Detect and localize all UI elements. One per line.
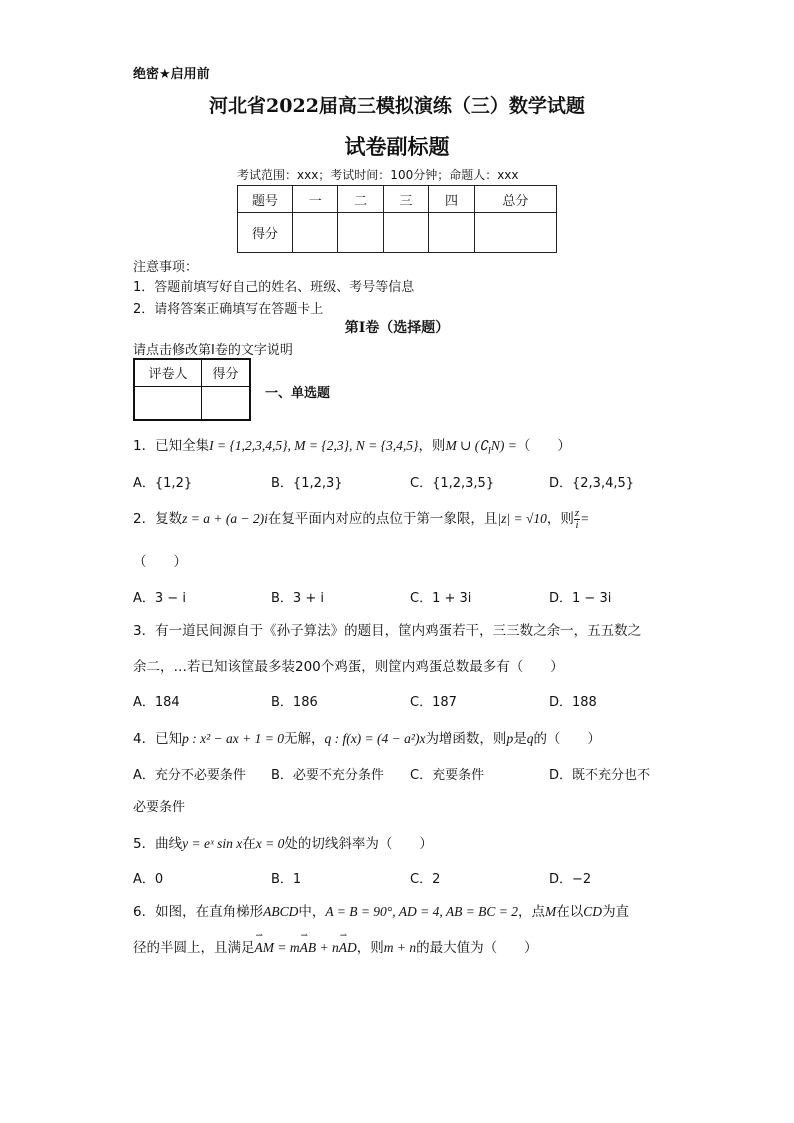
score-table-header-cell: 总分 (474, 186, 556, 213)
grader-table (133, 358, 251, 421)
q2-formula-z: z = a + (a − 2)i (182, 511, 268, 526)
q4-formula-q: q : f(x) = (4 − a²)x (324, 731, 426, 746)
q2-fraction-denominator: i (575, 518, 579, 531)
score-table-header-cell: 二 (338, 186, 383, 213)
q4-option-a[interactable]: A．充分不必要条件 (133, 768, 246, 783)
notes-heading: 注意事项： (133, 260, 199, 275)
q3-option-a[interactable]: A．184 (133, 695, 180, 710)
q6-stem-mid3: 在以 (556, 904, 584, 920)
q6-plus-n: + n (316, 940, 339, 955)
q2-stem-mid: 在复平面内对应的点位于第一象限，且 (267, 511, 498, 527)
q1-option-a[interactable]: A．{1,2} (133, 476, 193, 491)
q6-blank: 的最大值为（ ） (416, 940, 538, 956)
score-table (237, 185, 557, 253)
exam-title: 河北省2022届高三模拟演练（三）数学试题 (209, 95, 585, 117)
q2-stem: 2．复数 (133, 511, 183, 527)
q6-vector-ab: ⇀ AB (300, 940, 317, 956)
notes-item: 2．请将答案正确填写在答题卡上 (133, 302, 324, 317)
question-6-line-1 (133, 900, 629, 920)
q1-formula-union: M ∪ (∁ (445, 438, 488, 453)
score-input-cell[interactable] (474, 213, 556, 253)
q4-stem: 4．已知 (133, 731, 183, 747)
q4-blank: 的（ ） (533, 731, 601, 747)
score-input-cell[interactable] (383, 213, 428, 253)
score-input-cell[interactable] (429, 213, 474, 253)
q6-stem-mid: 中， (298, 904, 326, 920)
q4-formula-p: p : x² − ax + 1 = 0 (182, 731, 284, 746)
q2-option-c[interactable]: C．1 + 3i (410, 591, 472, 606)
q1-blank: （ ） (516, 438, 571, 454)
q6-stem-mid2: ，点 (518, 904, 546, 920)
question-3-line-2: 余二，…若已知该筐最多装200个鸡蛋，则筐内鸡蛋总数最多有（ ） (133, 659, 564, 675)
section-title: 一、单选题 (265, 386, 331, 401)
score-table-header-cell: 题号 (238, 186, 293, 213)
q1-formula-end: N) = (490, 438, 517, 453)
q2-formula-modulus: |z| = √10 (497, 511, 547, 526)
q2-equals: = (580, 511, 590, 526)
q4-var-p: p (506, 731, 514, 746)
exam-info: 考试范围：xxx；考试时间：100分钟；命题人：xxx (237, 168, 519, 182)
score-table-header-cell: 一 (293, 186, 338, 213)
q3-option-b[interactable]: B．186 (271, 695, 318, 710)
q5-option-a[interactable]: A．0 (133, 872, 164, 887)
q1-stem-mid: ，则 (418, 438, 446, 454)
volume-description[interactable]: 请点击修改第I卷的文字说明 (133, 343, 293, 358)
q5-stem-mid: 在 (242, 836, 256, 852)
question-4 (133, 727, 601, 747)
q4-option-d[interactable]: D．既不充分也不 (549, 768, 651, 783)
q2-stem-mid2: ，则 (546, 511, 574, 527)
score-input-cell[interactable] (338, 213, 383, 253)
q6-sum: m + n (383, 940, 417, 955)
q5-option-b[interactable]: B．1 (271, 872, 302, 887)
q6-trapezoid-name: ABCD (263, 904, 299, 919)
question-2 (133, 507, 589, 531)
q4-var-q: q (526, 731, 534, 746)
question-1 (133, 434, 571, 456)
notes-item: 1．答题前填写好自己的姓名、班级、考号等信息 (133, 280, 415, 295)
q2-option-b[interactable]: B．3 + i (271, 591, 324, 606)
q6-segment-cd: CD (583, 904, 603, 919)
q6-stem: 6．如图，在直角梯形 (133, 904, 264, 920)
q1-option-b[interactable]: B．{1,2,3} (271, 476, 343, 491)
q6-point-m: M (545, 904, 557, 919)
question-6-line-2 (133, 936, 538, 956)
score-table-header-cell: 三 (383, 186, 428, 213)
q5-option-c[interactable]: C．2 (410, 872, 441, 887)
q2-option-d[interactable]: D．1 − 3i (549, 591, 612, 606)
q2-option-a[interactable]: A．3 − i (133, 591, 186, 606)
q6-vector-am: ⇀ AM (255, 940, 275, 956)
secret-mark: 绝密★启用前 (133, 67, 210, 82)
q1-stem: 1．已知全集 (133, 438, 210, 454)
question-3-line-1: 3．有一道民间源自于《孙子算法》的题目，筐内鸡蛋若干，三三数之余一，五五数之 (133, 623, 642, 639)
exam-subtitle: 试卷副标题 (344, 134, 450, 159)
q6-stem-end: 为直 (602, 904, 630, 920)
q1-complement-subscript: I (487, 445, 491, 456)
q5-option-d[interactable]: D．−2 (549, 872, 592, 887)
q6-line2-stem: 径的半圆上，且满足 (133, 940, 255, 956)
q4-option-d-continued[interactable]: 必要条件 (133, 800, 186, 815)
q6-vector-ad: ⇀ AD (339, 940, 357, 956)
question-5 (133, 832, 433, 852)
q3-option-c[interactable]: C．187 (410, 695, 457, 710)
score-input-cell[interactable] (293, 213, 338, 253)
q6-equals-m: = m (274, 940, 300, 955)
q3-option-d[interactable]: D．188 (549, 695, 597, 710)
grader-score-input-cell[interactable] (202, 386, 251, 420)
q1-formula-sets: I = {1,2,3,4,5}, M = {2,3}, N = {3,4,5} (209, 438, 419, 453)
q5-formula-curve: y = eˣ sin x (182, 836, 243, 851)
q6-conditions: A = B = 90°, AD = 4, AB = BC = 2 (325, 904, 519, 919)
q6-stem-mid4: ，则 (356, 940, 384, 956)
q4-option-c[interactable]: C．充要条件 (410, 768, 485, 783)
q5-formula-point: x = 0 (255, 836, 285, 851)
q4-stem-mid2: 为增函数，则 (425, 731, 507, 747)
q4-stem-mid3: 是 (513, 731, 527, 747)
q2-fraction-numerator: z (574, 506, 580, 519)
q5-blank: 处的切线斜率为（ ） (284, 836, 433, 852)
q1-option-d[interactable]: D．{2,3,4,5} (549, 476, 635, 491)
grader-score-label: 得分 (202, 359, 251, 386)
q1-option-c[interactable]: C．{1,2,3,5} (410, 476, 495, 491)
score-row-label: 得分 (238, 213, 293, 253)
q4-stem-mid: 无解， (283, 731, 325, 747)
volume-title: 第I卷（选择题） (344, 320, 450, 336)
grader-input-cell[interactable] (134, 386, 202, 420)
grader-label: 评卷人 (134, 359, 202, 386)
score-table-header-cell: 四 (429, 186, 474, 213)
q4-option-b[interactable]: B．必要不充分条件 (271, 768, 384, 783)
q5-stem: 5．曲线 (133, 836, 183, 852)
q2-blank: （ ） (133, 554, 187, 570)
